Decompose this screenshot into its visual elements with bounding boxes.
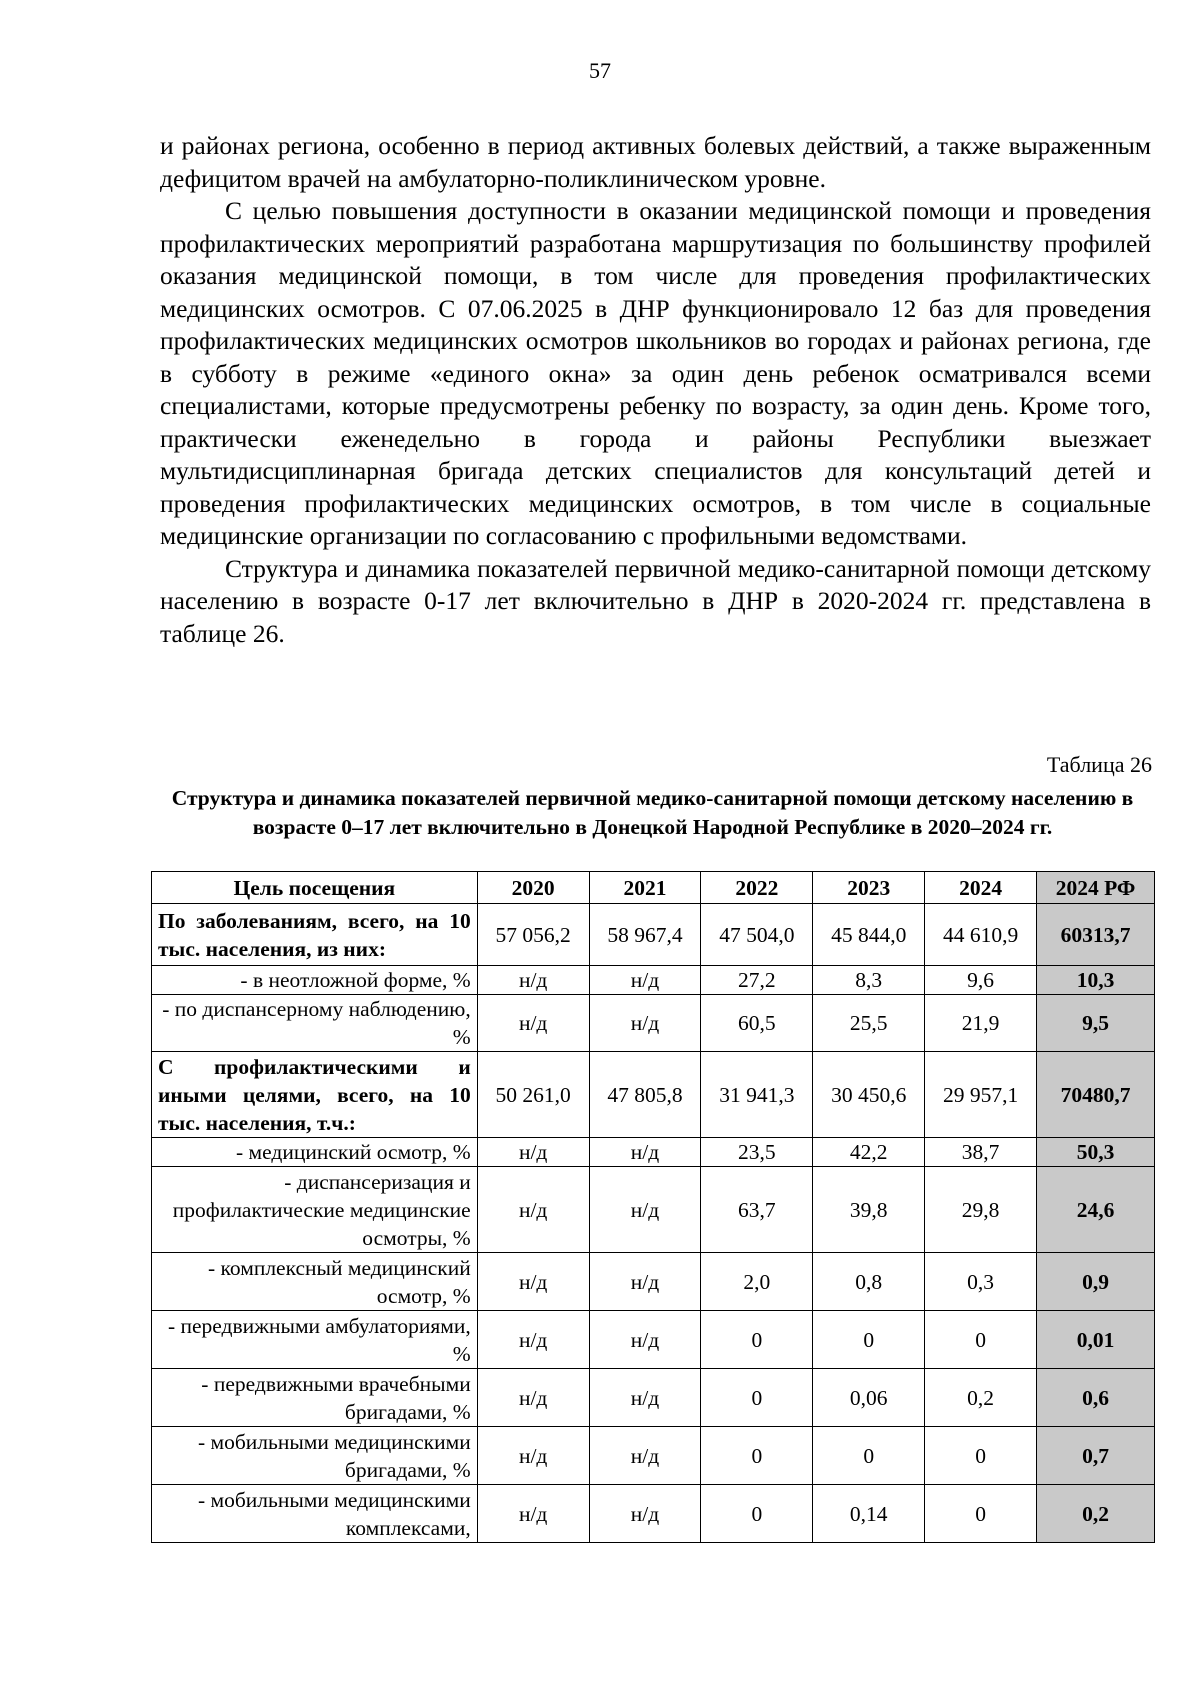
cell-rf: 0,7 — [1037, 1427, 1155, 1485]
cell-value: н/д — [477, 1167, 589, 1253]
cell-value: н/д — [589, 1485, 701, 1543]
cell-value: н/д — [477, 995, 589, 1052]
table-row — [152, 904, 1155, 966]
cell-value: 31 941,3 — [701, 1052, 813, 1138]
cell-value: 42,2 — [813, 1138, 925, 1167]
page-number: 57 — [589, 58, 611, 83]
header-2020: 2020 — [477, 872, 589, 904]
cell-value: 0 — [701, 1369, 813, 1427]
paragraph-1: и районах региона, особенно в период активных болевых действий, а также выраженным дефицитом врачей на амбулаторно-поликлиническом уровне. — [160, 131, 1151, 193]
cell-rf: 60313,7 — [1037, 904, 1155, 966]
row-label: - медицинский осмотр, % — [152, 1138, 478, 1167]
cell-value: 0 — [701, 1311, 813, 1369]
cell-rf: 50,3 — [1037, 1138, 1155, 1167]
data-table — [151, 871, 1155, 1543]
cell-rf: 24,6 — [1037, 1167, 1155, 1253]
cell-value: 0,8 — [813, 1253, 925, 1311]
cell-value: н/д — [477, 1138, 589, 1167]
cell-value: н/д — [589, 966, 701, 995]
cell-value: н/д — [477, 1253, 589, 1311]
header-2021: 2021 — [589, 872, 701, 904]
cell-value: 2,0 — [701, 1253, 813, 1311]
row-label: По заболеваниям, всего, на 10 тыс. населения, из них: — [152, 904, 478, 966]
cell-value: 0 — [701, 1427, 813, 1485]
table-header-row — [152, 872, 1155, 904]
cell-value: 8,3 — [813, 966, 925, 995]
cell-value: 45 844,0 — [813, 904, 925, 966]
row-label: - в неотложной форме, % — [152, 966, 478, 995]
table-row — [152, 1427, 1155, 1485]
table-row — [152, 1167, 1155, 1253]
cell-value: 21,9 — [925, 995, 1037, 1052]
cell-value: 0 — [701, 1485, 813, 1543]
cell-value: 57 056,2 — [477, 904, 589, 966]
cell-value: 0 — [925, 1427, 1037, 1485]
cell-value: 47 504,0 — [701, 904, 813, 966]
cell-value: 27,2 — [701, 966, 813, 995]
cell-value: 23,5 — [701, 1138, 813, 1167]
cell-rf: 0,9 — [1037, 1253, 1155, 1311]
table-row — [152, 1052, 1155, 1138]
cell-value: 60,5 — [701, 995, 813, 1052]
cell-value: н/д — [589, 995, 701, 1052]
cell-value: 0,14 — [813, 1485, 925, 1543]
table-row — [152, 1253, 1155, 1311]
cell-rf: 9,5 — [1037, 995, 1155, 1052]
header-2024: 2024 — [925, 872, 1037, 904]
paragraph-2: С целью повышения доступности в оказании медицинской помощи и проведения профилактических мероприятий разработана маршрутизация по большинству профилей оказания медицинской помощи, в том числе для проведения профилактических медицинских осмотров. С 07.06.2025 в ДНР функционировало 12 баз для проведения профилактических медицинских осмотров школьников во городах и районах региона, где в субботу в режиме «единого окна» за один день ребенок осматривался всеми специалистами, которые предусмотрены ребенку по возрасту, за один день. Кроме того, практически еженедельно в города и районы Республики выезжает мультидисциплинарная бригада детских специалистов для консультаций детей и проведения профилактических медицинских осмотров, в том числе в социальные медицинские организации по согласованию с профильными ведомствами. — [160, 196, 1151, 550]
cell-value: н/д — [589, 1253, 701, 1311]
cell-rf: 0,6 — [1037, 1369, 1155, 1427]
cell-value: 0 — [813, 1311, 925, 1369]
cell-value: 44 610,9 — [925, 904, 1037, 966]
cell-value: 38,7 — [925, 1138, 1037, 1167]
table-title: Структура и динамика показателей первичной медико-санитарной помощи детскому населению в возрасте 0–17 лет включительно в Донецкой Народной Республике в 2020–2024 гг. — [171, 786, 1134, 839]
cell-value: 50 261,0 — [477, 1052, 589, 1138]
header-2024-rf: 2024 РФ — [1037, 872, 1155, 904]
paragraph-3: Структура и динамика показателей первичной медико-санитарной помощи детскому населению в возрасте 0-17 лет включительно в ДНР в 2020-2024 гг. представлена в таблице 26. — [160, 553, 1151, 648]
cell-rf: 0,2 — [1037, 1485, 1155, 1543]
cell-value: 0 — [813, 1427, 925, 1485]
cell-rf: 10,3 — [1037, 966, 1155, 995]
cell-value: 47 805,8 — [589, 1052, 701, 1138]
row-label: С профилактическими и иными целями, всего, на 10 тыс. населения, т.ч.: — [152, 1052, 478, 1138]
cell-rf: 0,01 — [1037, 1311, 1155, 1369]
cell-value: н/д — [477, 1485, 589, 1543]
table-row — [152, 966, 1155, 995]
cell-value: н/д — [589, 1427, 701, 1485]
row-label: - передвижными врачебными бригадами, % — [152, 1369, 478, 1427]
cell-rf: 70480,7 — [1037, 1052, 1155, 1138]
header-2022: 2022 — [701, 872, 813, 904]
row-label: - передвижными амбулаториями, % — [152, 1311, 478, 1369]
body-text — [160, 130, 1151, 650]
row-label: - мобильными медицинскими бригадами, % — [152, 1427, 478, 1485]
cell-value: н/д — [589, 1311, 701, 1369]
row-label: - комплексный медицинский осмотр, % — [152, 1253, 478, 1311]
cell-value: 0,06 — [813, 1369, 925, 1427]
cell-value: н/д — [477, 1427, 589, 1485]
cell-value: 0 — [925, 1485, 1037, 1543]
cell-value: 0,3 — [925, 1253, 1037, 1311]
cell-value: 29 957,1 — [925, 1052, 1037, 1138]
table-row — [152, 1369, 1155, 1427]
cell-value: 58 967,4 — [589, 904, 701, 966]
cell-value: н/д — [477, 1369, 589, 1427]
cell-value: н/д — [477, 1311, 589, 1369]
cell-value: 0 — [925, 1311, 1037, 1369]
cell-value: н/д — [477, 966, 589, 995]
header-2023: 2023 — [813, 872, 925, 904]
cell-value: н/д — [589, 1138, 701, 1167]
table-row — [152, 995, 1155, 1052]
cell-value: 25,5 — [813, 995, 925, 1052]
cell-value: 29,8 — [925, 1167, 1037, 1253]
table-body — [152, 904, 1155, 1543]
row-label: - мобильными медицинскими комплексами, — [152, 1485, 478, 1543]
table-row — [152, 1138, 1155, 1167]
cell-value: 63,7 — [701, 1167, 813, 1253]
cell-value: 9,6 — [925, 966, 1037, 995]
cell-value: 0,2 — [925, 1369, 1037, 1427]
cell-value: 39,8 — [813, 1167, 925, 1253]
cell-value: н/д — [589, 1369, 701, 1427]
row-label: - диспансеризация и профилактические медицинские осмотры, % — [152, 1167, 478, 1253]
table-row — [152, 1311, 1155, 1369]
row-label: - по диспансерному наблюдению, % — [152, 995, 478, 1052]
cell-value: н/д — [589, 1167, 701, 1253]
cell-value: 30 450,6 — [813, 1052, 925, 1138]
table-label: Таблица 26 — [1046, 752, 1152, 777]
table-row — [152, 1485, 1155, 1543]
header-purpose: Цель посещения — [152, 872, 478, 904]
